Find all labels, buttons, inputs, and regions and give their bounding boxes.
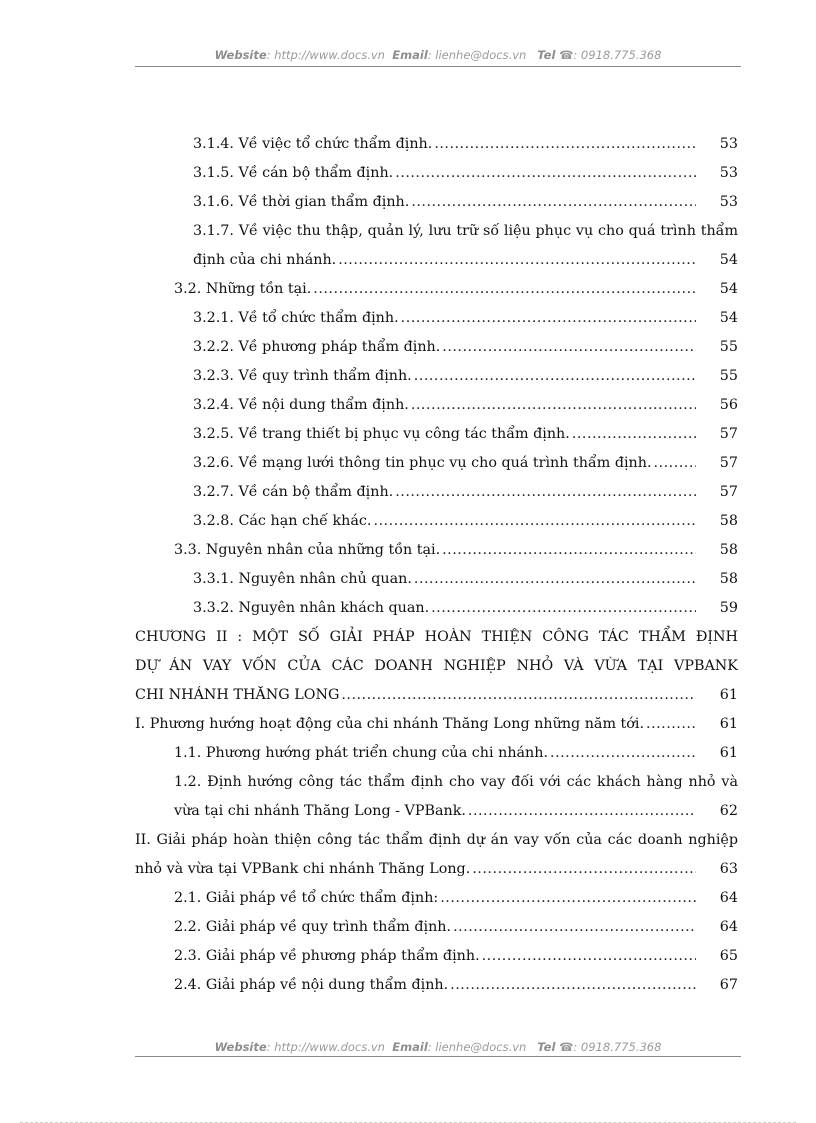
toc-entry xyxy=(135,507,738,536)
toc-page-number: 61 xyxy=(719,745,738,761)
toc-leader xyxy=(550,739,696,768)
toc-page-number: 58 xyxy=(719,542,738,558)
toc-entry-text: 3.2.7. Về cán bộ thẩm định. xyxy=(193,484,394,500)
toc-entry xyxy=(135,942,738,971)
toc-entry-text: 3.2.6. Về mạng lưới thông tin phục vụ cho quá trình thẩm định. xyxy=(193,455,652,471)
toc-leader xyxy=(411,188,696,217)
toc-page-number: 53 xyxy=(719,194,738,210)
toc-entry xyxy=(135,304,738,333)
chapter-heading-line xyxy=(135,652,738,681)
toc-entry-line xyxy=(135,826,738,855)
toc-entry xyxy=(135,362,738,391)
toc-entry-text: I. Phương hướng hoạt động của chi nhánh Thăng Long những năm tới. xyxy=(135,716,645,732)
toc-page-number: 64 xyxy=(719,890,738,906)
toc-entry-text: 1.2. Định hướng công tác thẩm định cho vay đối với các khách hàng nhỏ và xyxy=(174,774,738,790)
toc-leader xyxy=(401,304,696,333)
toc-entry-text: 3.1.4. Về việc tổ chức thẩm định. xyxy=(193,136,433,152)
toc-page-number: 58 xyxy=(719,513,738,529)
toc-entry-text: 2.3. Giải pháp về phương pháp thẩm định. xyxy=(174,948,480,964)
toc-entry-text: CHI NHÁNH THĂNG LONG xyxy=(135,687,340,703)
page-header xyxy=(135,48,741,62)
toc-page-number: 67 xyxy=(719,977,738,993)
toc-entry xyxy=(135,971,738,1000)
toc-leader xyxy=(654,449,696,478)
toc-page-number: 61 xyxy=(719,687,738,703)
toc-entry-text: 2.1. Giải pháp về tổ chức thẩm định: xyxy=(174,890,439,906)
header-website-label: Website xyxy=(214,48,267,62)
toc-entry xyxy=(135,594,738,623)
toc-leader xyxy=(482,942,696,971)
toc-entry-text: định của chi nhánh. xyxy=(193,252,337,268)
toc-entry-text: 2.2. Giải pháp về quy trình thẩm định. xyxy=(174,919,452,935)
toc-entry xyxy=(135,710,738,739)
toc-page-number: 65 xyxy=(719,948,738,964)
toc-leader xyxy=(434,130,696,159)
toc-page-number: 54 xyxy=(719,281,738,297)
toc-entry-text: 3.1.7. Về việc thu thập, quản lý, lưu trữ số liệu phục vụ cho quá trình thẩm xyxy=(193,223,738,239)
toc-entry xyxy=(135,188,738,217)
toc-entry-text: 3.3.2. Nguyên nhân khách quan. xyxy=(193,600,430,616)
header-tel-label: Tel xyxy=(537,48,556,62)
toc-leader xyxy=(450,971,696,1000)
toc-leader xyxy=(338,246,696,275)
toc-entry xyxy=(135,739,738,768)
toc-leader xyxy=(373,507,696,536)
toc-leader xyxy=(572,420,696,449)
toc-entry xyxy=(135,855,738,884)
toc-leader xyxy=(442,536,696,565)
toc-entry-text: 3.2.4. Về nội dung thẩm định. xyxy=(193,397,409,413)
toc-entry-text: 3.2.3. Về quy trình thẩm định. xyxy=(193,368,412,384)
toc-entry-text: 3.2.1. Về tổ chức thẩm định. xyxy=(193,310,399,326)
toc-page-number: 55 xyxy=(719,339,738,355)
footer-email-label: Email xyxy=(392,1040,428,1054)
phone-icon: ☎ xyxy=(559,48,574,62)
toc-leader xyxy=(411,391,696,420)
footer-website-value: : http://www.docs.vn xyxy=(266,1040,385,1054)
phone-icon: ☎ xyxy=(559,1040,574,1054)
toc-page-number: 57 xyxy=(719,455,738,471)
header-rule xyxy=(135,66,741,67)
toc-entry-text: 3.2.2. Về phương pháp thẩm định. xyxy=(193,339,441,355)
toc-entry-text: 3.3. Nguyên nhân của những tồn tại. xyxy=(174,542,441,558)
toc-page-number: 54 xyxy=(719,310,738,326)
toc-entry-text: 3.1.6. Về thời gian thẩm định. xyxy=(193,194,410,210)
toc-leader xyxy=(440,884,696,913)
toc-entry xyxy=(135,449,738,478)
header-email-label: Email xyxy=(392,48,428,62)
toc-entry-text: 3.2.5. Về trang thiết bị phục vụ công tác thẩm định. xyxy=(193,426,570,442)
toc-page-number: 64 xyxy=(719,919,738,935)
table-of-contents xyxy=(135,130,738,1000)
toc-entry xyxy=(135,130,738,159)
header-tel-value: : 0918.775.368 xyxy=(573,48,662,62)
toc-leader xyxy=(414,565,696,594)
toc-entry-text: 3.2.8. Các hạn chế khác. xyxy=(193,513,372,529)
header-website-value: : http://www.docs.vn xyxy=(266,48,385,62)
toc-entry-text: 3.3.1. Nguyên nhân chủ quan. xyxy=(193,571,412,587)
toc-entry xyxy=(135,275,738,304)
toc-entry-text: CHƯƠNG II : MỘT SỐ GIẢI PHÁP HOÀN THIỆN CÔNG TÁC THẨM ĐỊNH xyxy=(135,629,738,645)
toc-entry-text: vừa tại chi nhánh Thăng Long - VPBank. xyxy=(174,803,466,819)
toc-entry-line xyxy=(135,217,738,246)
toc-page-number: 57 xyxy=(719,484,738,500)
toc-page-number: 56 xyxy=(719,397,738,413)
page-footer xyxy=(135,1040,741,1054)
toc-entry xyxy=(135,565,738,594)
toc-entry xyxy=(135,333,738,362)
toc-entry-text: 2.4. Giải pháp về nội dung thẩm định. xyxy=(174,977,449,993)
toc-page-number: 62 xyxy=(719,803,738,819)
toc-page-number: 54 xyxy=(719,252,738,268)
toc-entry xyxy=(135,420,738,449)
header-email-value: : lienhe@docs.vn xyxy=(427,48,527,62)
toc-entry xyxy=(135,391,738,420)
toc-leader xyxy=(453,913,696,942)
toc-entry xyxy=(135,246,738,275)
toc-page-number: 55 xyxy=(719,368,738,384)
toc-leader xyxy=(395,159,696,188)
footer-website-label: Website xyxy=(214,1040,267,1054)
toc-entry-text: II. Giải pháp hoàn thiện công tác thẩm định dự án vay vốn của các doanh nghiệp xyxy=(135,832,738,848)
toc-leader xyxy=(341,681,696,710)
footer-email-value: : lienhe@docs.vn xyxy=(427,1040,527,1054)
footer-tel-value: : 0918.775.368 xyxy=(573,1040,662,1054)
toc-leader xyxy=(468,797,696,826)
toc-leader xyxy=(431,594,696,623)
toc-entry xyxy=(135,681,738,710)
toc-page-number: 61 xyxy=(719,716,738,732)
toc-page-number: 59 xyxy=(719,600,738,616)
toc-leader xyxy=(646,710,696,739)
toc-leader xyxy=(313,275,696,304)
toc-leader xyxy=(442,333,696,362)
toc-page-number: 53 xyxy=(719,136,738,152)
chapter-heading-line xyxy=(135,623,738,652)
toc-page-number: 58 xyxy=(719,571,738,587)
toc-entry-line xyxy=(135,768,738,797)
toc-leader xyxy=(395,478,696,507)
toc-entry xyxy=(135,478,738,507)
toc-entry xyxy=(135,913,738,942)
toc-page-number: 57 xyxy=(719,426,738,442)
toc-entry-text: 3.1.5. Về cán bộ thẩm định. xyxy=(193,165,394,181)
toc-entry xyxy=(135,536,738,565)
toc-entry xyxy=(135,884,738,913)
toc-leader xyxy=(472,855,696,884)
toc-page-number: 63 xyxy=(719,861,738,877)
toc-entry-text: 1.1. Phương hướng phát triển chung của chi nhánh. xyxy=(174,745,549,761)
toc-page-number: 53 xyxy=(719,165,738,181)
toc-entry xyxy=(135,159,738,188)
toc-leader xyxy=(414,362,696,391)
toc-entry xyxy=(135,797,738,826)
toc-entry-text: 3.2. Những tồn tại. xyxy=(174,281,312,297)
toc-entry-text: DỰ ÁN VAY VỐN CỦA CÁC DOANH NGHIỆP NHỎ VÀ VỪA TẠI VPBANK xyxy=(135,658,738,674)
footer-rule xyxy=(135,1056,741,1057)
footer-tel-label: Tel xyxy=(537,1040,556,1054)
toc-entry-text: nhỏ và vừa tại VPBank chi nhánh Thăng Long. xyxy=(135,861,471,877)
